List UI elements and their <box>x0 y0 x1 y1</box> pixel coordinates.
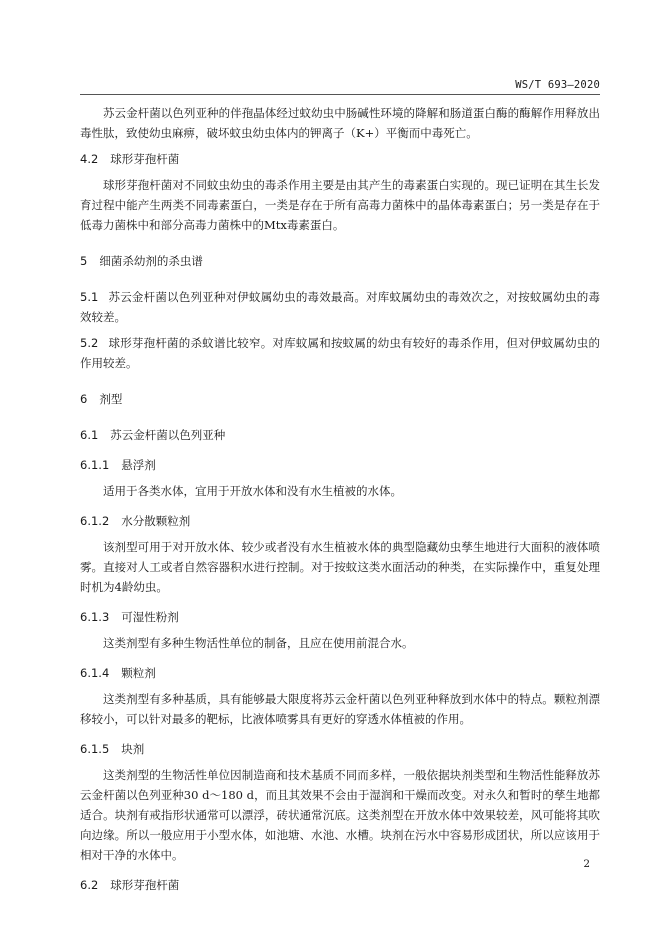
heading-number: 6.1.3 <box>80 610 110 624</box>
page-number: 2 <box>583 858 590 870</box>
heading-title: 苏云金杆菌以色列亚种 <box>110 428 226 442</box>
heading-title: 可湿性粉剂 <box>121 610 179 624</box>
heading-6-1-3 <box>80 607 600 627</box>
paragraph-6-1-3: 这类剂型有多种生物活性单位的制备，且应在使用前混合水。 <box>103 636 414 650</box>
heading-title: 剂型 <box>99 392 123 406</box>
clause-number: 5.2 <box>80 336 99 350</box>
heading-number: 6.1.4 <box>80 666 110 680</box>
heading-4-2 <box>80 149 600 169</box>
heading-title: 悬浮剂 <box>121 458 156 472</box>
heading-6 <box>80 389 600 409</box>
heading-6-1-2 <box>80 511 600 531</box>
heading-6-1 <box>80 425 600 445</box>
paragraph-6-1-1: 适用于各类水体，宜用于开放水体和没有水生植被的水体。 <box>103 484 402 498</box>
clause-5-2 <box>80 333 600 373</box>
clause-5-1 <box>80 287 600 327</box>
heading-6-1-4 <box>80 663 600 683</box>
heading-title: 球形芽孢杆菌 <box>110 152 180 166</box>
heading-title: 水分散颗粒剂 <box>121 514 191 528</box>
paragraph-6-1-2: 该剂型可用于对开放水体、较少或者没有水生植被水体的典型隐藏幼虫孳生地进行大面积的液体喷雾。直接对人工或者自然容器积水进行控制。对于按蚊这类水面活动的种类，在实际操作中，重复处理时机为4龄幼虫。 <box>80 540 600 594</box>
heading-6-2 <box>80 875 600 895</box>
heading-number: 6.1.2 <box>80 514 110 528</box>
paragraph-4-2: 球形芽孢杆菌对不同蚊虫幼虫的毒杀作用主要是由其产生的毒素蛋白实现的。现已证明在其生长发育过程中能产生两类不同毒素蛋白，一类是存在于所有高毒力菌株中的晶体毒素蛋白；另一类是存在于低毒力菌株中和部分高毒力菌株中的Mtx毒素蛋白。 <box>80 178 600 232</box>
heading-number: 6.1 <box>80 428 99 442</box>
paragraph-4-1-cont: 苏云金杆菌以色列亚种的伴孢晶体经过蚊幼虫中肠碱性环境的降解和肠道蛋白酶的酶解作用释放出毒性肽，致使幼虫麻痹，破坏蚊虫幼虫体内的钾离子（K+）平衡而中毒死亡。 <box>80 106 600 140</box>
heading-number: 6.1.1 <box>80 458 110 472</box>
heading-number: 6 <box>80 392 88 406</box>
clause-text: 苏云金杆菌以色列亚种对伊蚊属幼虫的毒效最高。对库蚊属幼虫的毒效次之，对按蚊属幼虫的毒效较差。 <box>80 290 600 324</box>
heading-title: 球形芽孢杆菌 <box>110 878 180 892</box>
heading-number: 5 <box>80 254 88 268</box>
heading-number: 4.2 <box>80 152 99 166</box>
heading-6-1-1 <box>80 455 600 475</box>
heading-title: 块剂 <box>121 742 145 756</box>
clause-number: 5.1 <box>80 290 99 304</box>
heading-5 <box>80 251 600 271</box>
heading-6-1-5 <box>80 739 600 759</box>
paragraph-6-1-5: 这类剂型的生物活性单位因制造商和技术基质不同而多样，一般依据块剂类型和生物活性能释放苏云金杆菌以色列亚种30 d～180 d，而且其效果不会由于湿润和干燥而改变。对永久和暂时的孳生地都适合。块剂有戒指形状通常可以漂浮，砖状通常沉底。这类剂型在开放水体中效果较差，风可能将其吹向边缘。所以一般应用于小型水体，如池塘、水池、水槽。块剂在污水中容易形成团状，所以应该用于相对干净的水体中。 <box>80 768 600 862</box>
paragraph-6-1-4: 这类剂型有多种基质，具有能够最大限度将苏云金杆菌以色列亚种释放到水体中的特点。颗粒剂漂移较小，可以针对最多的靶标，比液体喷雾具有更好的穿透水体植被的作用。 <box>80 692 600 726</box>
heading-title: 细菌杀幼剂的杀虫谱 <box>99 254 203 268</box>
header-divider <box>80 94 600 95</box>
heading-title: 颗粒剂 <box>121 666 156 680</box>
heading-number: 6.2 <box>80 878 99 892</box>
clause-text: 球形芽孢杆菌的杀蚊谱比较窄。对库蚊属和按蚊属的幼虫有较好的毒杀作用，但对伊蚊属幼虫的作用较差。 <box>80 336 600 370</box>
heading-number: 6.1.5 <box>80 742 110 756</box>
document-body <box>80 103 600 895</box>
standard-code: WS/T 693—2020 <box>515 79 600 91</box>
